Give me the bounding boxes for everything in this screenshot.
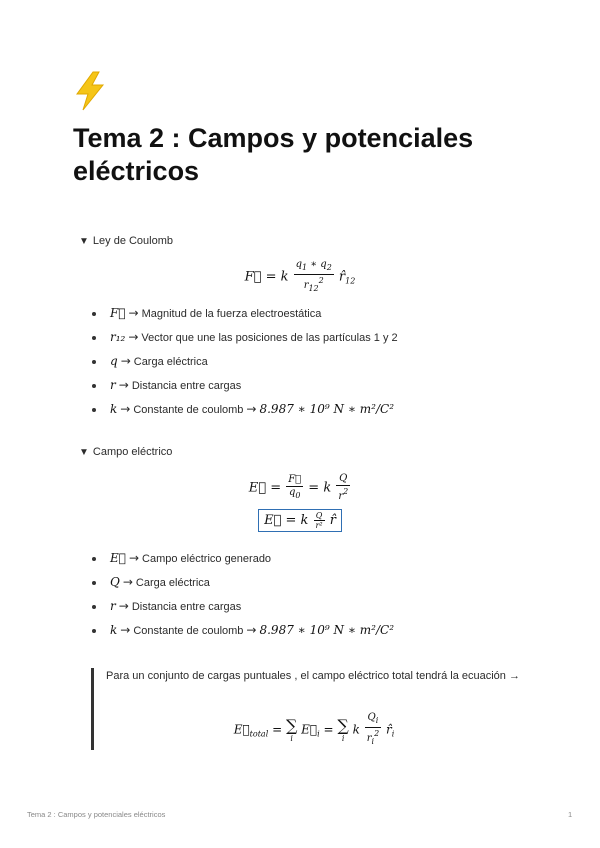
triangle-down-icon: ▼ bbox=[79, 447, 89, 458]
equation-total-field: $E⃗_{total}$ = ∑ i $E⃗_i$ = ∑ i k $\frac{Q_i}{r_i^2}$ $r̂_i$ bbox=[233, 712, 395, 746]
toggle-ley-de-coulomb[interactable] bbox=[79, 235, 173, 247]
lightning-icon bbox=[73, 70, 107, 112]
page-footer: Tema 2 : Campos y potenciales eléctricos bbox=[27, 810, 166, 819]
toggle-label: Ley de Coulomb bbox=[92, 235, 174, 247]
document-page: Tema 2 : Campos y potenciales eléctricos ▼ Ley de Coulomb F⃗ = k $\frac{q_1 ∗ q_2}{r_{12}^2}$ $r̂_{12}$ F⃗ → Magnitud de la fuerza electroestática r₁₂ → Vector que une las posiciones de las partículas 1 y 2 q → Carga eléctrica r → Distancia entre cargas k → Constante de coulomb → 8.987 ∗ 10⁹ N ∗ m²/C² ▼ Campo eléctrico E⃗ = $\frac{F⃗}{q_0}$ = k $\frac{Q}{r^2}$ E⃗ = k $\frac{Q}{\text{r²}}$ r̂ E⃗ → Campo eléctrico generado Q → Carga eléctrica r → Distancia entre cargas k → Constante de coulomb → 8.987 ∗ 10⁹ N ∗ m²/C² Para un conjunto de cargas puntuales , el campo eléctrico total tendrá la ecuación → $E⃗_{total}$ = ∑ i $E⃗_i$ = ∑ i k $\frac{Q_i}{r_i^2}$ $r̂_i$ Tema 2 : Campos y potenciales eléctricos 1 bbox=[0, 0, 600, 848]
quote-block bbox=[91, 668, 534, 750]
page-number: 1 bbox=[568, 810, 573, 819]
toggle-label: Campo eléctrico bbox=[92, 446, 173, 458]
quote-text: Para un conjunto de cargas puntuales , el campo eléctrico total tendrá la ecuación → bbox=[106, 670, 520, 682]
page-title: Tema 2 : Campos y potenciales eléctricos bbox=[73, 123, 474, 186]
equation-coulomb: F⃗ = k $\frac{q_1 ∗ q_2}{r_{12}^2}$ $r̂_{12}$ bbox=[244, 259, 356, 293]
equation-campo: E⃗ = $\frac{F⃗}{q_0}$ = k $\frac{Q}{r^2}$ bbox=[248, 473, 349, 502]
triangle-down-icon: ▼ bbox=[79, 236, 89, 247]
equation-campo-boxed: E⃗ = k $\frac{Q}{\text{r²}}$ r̂ bbox=[0, 509, 600, 532]
toggle-campo-electrico[interactable] bbox=[79, 446, 172, 458]
